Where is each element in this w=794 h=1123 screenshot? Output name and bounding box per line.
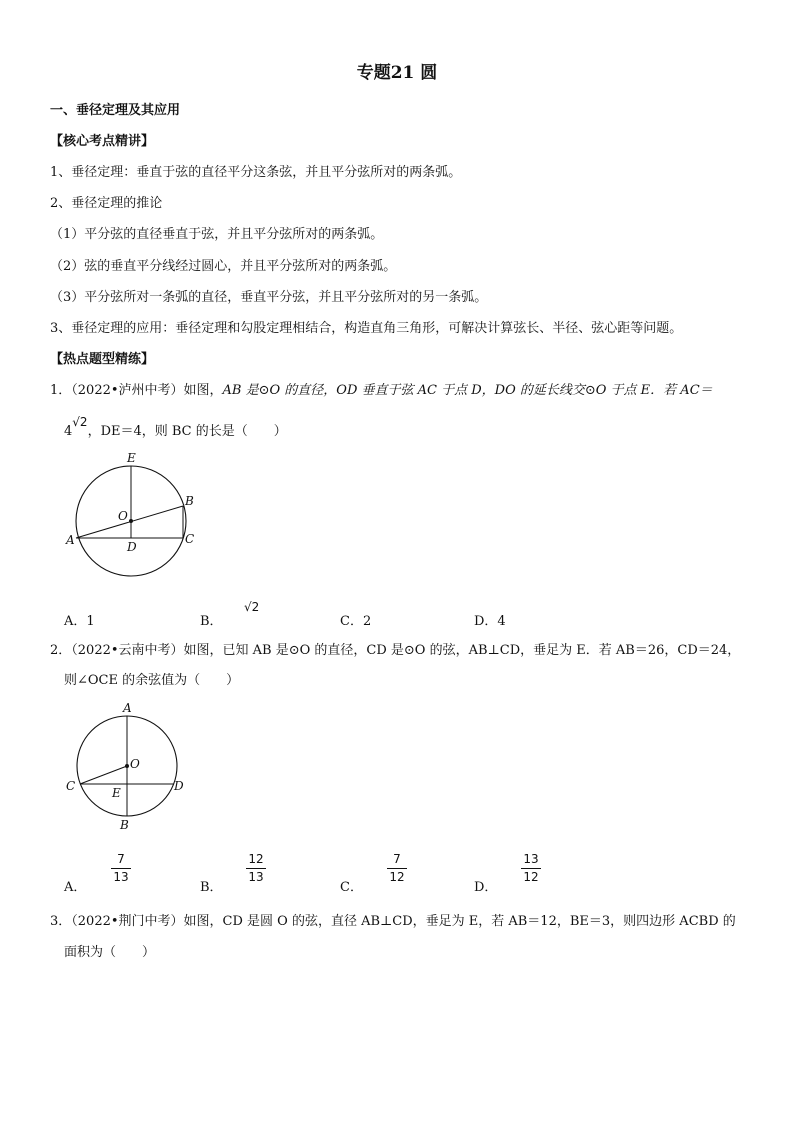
q2-label-o: O [130,757,140,771]
q1-stem-line1 [50,379,713,398]
q2-label-d: D [174,779,184,793]
q2-label-b: B [120,818,129,832]
q1-label-o: O [118,509,128,523]
q2-d-numerator: 13 [523,852,539,866]
q2-option-c: C． [340,880,363,895]
q2-c-denominator: 12 [389,870,405,884]
page-title: 专题21 圆 [356,63,438,83]
q2-b-numerator: 12 [248,852,264,866]
corollary-1: （1）平分弦的直径垂直于弦，并且平分弦所对的两条弧。 [50,227,384,242]
q1-stem: AB 是⊙O 的直径，OD 垂直于弦 AC 于点 D，DO 的延长线交⊙O 于点 E．若 AC＝ [222,383,713,398]
q2-c-numerator: 7 [393,852,401,866]
corollary-2: （2）弦的垂直平分线经过圆心，并且平分弦所对的两条弧。 [50,259,397,274]
q1-option-d: D．4 [474,614,506,629]
q1-option-b-value: √2 [244,600,260,614]
q1-stem-rest: ，DE＝4，则 BC 的长是（ ） [87,424,287,439]
q2-a-denominator: 13 [113,870,129,884]
q1-label-a: A [66,533,75,547]
core-label: 【核心考点精讲】 [50,134,155,149]
q2-option-d: D． [474,880,498,895]
q2-option-d-fraction [519,852,543,885]
q1-label-e: E [127,451,136,465]
q2-option-b-fraction [244,852,268,885]
q1-center-dot [129,519,133,523]
q3-stem-line1: 3．（2022•荆门中考）如图，CD 是圆 O 的弦，直径 AB⊥CD，垂足为 E，若 AB＝12，BE＝3，则四边形 ACBD 的 [50,914,736,929]
q3-stem-line2: 面积为（ ） [64,945,156,960]
q1-option-b: B． [200,614,223,629]
q2-option-a-fraction [109,852,133,885]
q2-option-a: A． [64,880,87,895]
q2-b-denominator: 13 [248,870,264,884]
q1-stem-line2 [64,415,287,439]
q2-option-c-fraction [385,852,409,885]
q1-label-b: B [185,494,194,508]
corollary-3: （3）平分弦所对一条弧的直径，垂直平分弦，并且平分弦所对的另一条弧。 [50,290,488,305]
application-text: 3、垂径定理的应用：垂径定理和勾股定理相结合，构造直角三角形，可解决计算弦长、半径、弦心距等问题。 [50,321,683,336]
q2-stem-line2: 则∠OCE 的余弦值为（ ） [64,673,240,688]
practice-label: 【热点题型精练】 [50,352,155,367]
q2-stem-line1: 2．（2022•云南中考）如图，已知 AB 是⊙O 的直径，CD 是⊙O 的弦，AB⊥CD，垂足为 E．若 AB＝26，CD＝24， [50,643,741,658]
q2-label-c: C [66,779,76,793]
q1-option-c: C．2 [340,614,372,629]
q1-coef: 4 [64,424,73,439]
q2-option-b: B． [200,880,223,895]
q2-label-e: E [112,786,121,800]
q1-label-d: D [127,540,137,554]
q1-figure [60,450,210,585]
q1-source: 1．（2022•泸州中考）如图， [50,383,223,398]
q2-label-a: A [123,701,132,715]
q1-option-a: A．1 [64,614,95,629]
q2-center-dot [125,764,129,768]
q2-figure [60,698,195,836]
corollary-heading: 2、垂径定理的推论 [50,196,163,211]
q1-radical: √2 [72,415,88,429]
q2-segment-oc [80,766,127,784]
q1-label-c: C [185,532,195,546]
section-heading: 一、垂径定理及其应用 [50,103,181,118]
q2-d-denominator: 12 [523,870,539,884]
theorem-text: 1、垂径定理：垂直于弦的直径平分这条弦，并且平分弦所对的两条弧。 [50,165,462,180]
q2-a-numerator: 7 [117,852,125,866]
